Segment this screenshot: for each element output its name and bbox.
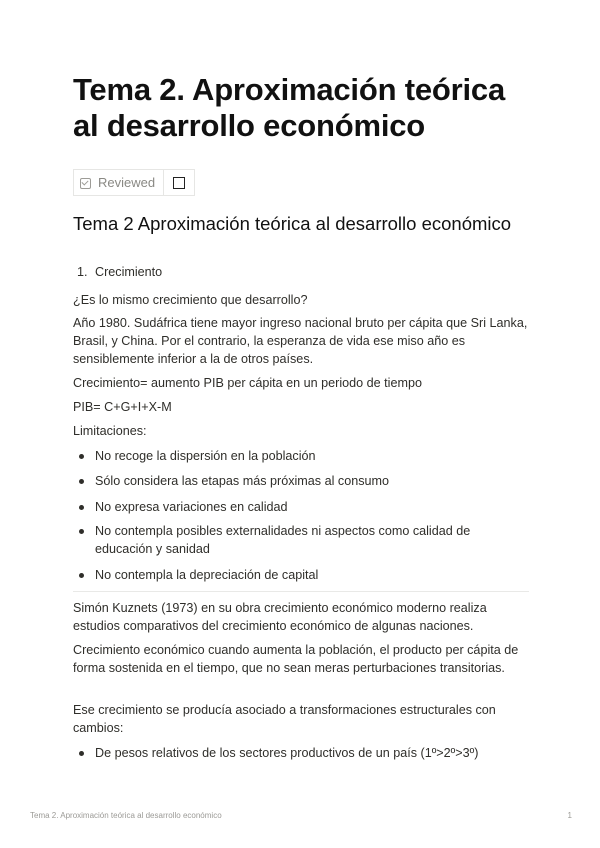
list-item: De pesos relativos de los sectores productivos de un país (1º>2º>3º) <box>95 746 479 760</box>
list-number: 1. <box>77 265 88 279</box>
reviewed-property <box>73 169 195 196</box>
footer-page-number: 1 <box>567 811 572 820</box>
list-item: Crecimiento <box>95 265 163 279</box>
paragraph: Ese crecimiento se producía asociado a transformaciones estructurales con cambios: <box>73 703 496 735</box>
section-heading: Tema 2 Aproximación teórica al desarrollo económico <box>73 213 512 234</box>
page-title: Tema 2. Aproximación teórica al desarrollo económico <box>73 72 505 143</box>
paragraph: Limitaciones: <box>73 424 147 438</box>
reviewed-checkbox[interactable] <box>173 177 185 189</box>
paragraph: Simón Kuznets (1973) en su obra crecimiento económico moderno realiza estudios comparativos del crecimiento económico de algunas naciones. <box>73 601 487 633</box>
bullet-icon <box>79 573 84 578</box>
list-item: Sólo considera las etapas más próximas al consumo <box>95 474 389 488</box>
reviewed-label: Reviewed <box>98 175 156 190</box>
bullet-icon <box>79 454 84 459</box>
paragraph: Año 1980. Sudáfrica tiene mayor ingreso nacional bruto per cápita que Sri Lanka, Brasil, y China. Por el contrario, la esperanza de vida ese miso año es sensiblemente inferior a la de otros países. <box>73 316 528 366</box>
divider <box>73 591 529 592</box>
list-item: No contempla la depreciación de capital <box>95 568 319 582</box>
reviewed-property-label <box>74 170 164 195</box>
footer-title: Tema 2. Aproximación teórica al desarrollo económico <box>30 811 222 820</box>
paragraph: PIB= C+G+I+X-M <box>73 400 172 414</box>
reviewed-property-value <box>164 170 194 195</box>
bullet-icon <box>79 751 84 756</box>
checkbox-property-icon <box>80 178 91 189</box>
paragraph: Crecimiento económico cuando aumenta la población, el producto per cápita de forma sostenida en el tiempo, que no sean meras perturbaciones transitorias. <box>73 643 519 675</box>
list-item: No expresa variaciones en calidad <box>95 500 288 514</box>
list-item: No recoge la dispersión en la población <box>95 449 316 463</box>
bullet-icon <box>79 529 84 534</box>
list-item: No contempla posibles externalidades ni aspectos como calidad de educación y sanidad <box>95 524 471 556</box>
bullet-icon <box>79 505 84 510</box>
bullet-icon <box>79 479 84 484</box>
paragraph: Crecimiento= aumento PIB per cápita en un periodo de tiempo <box>73 376 422 390</box>
paragraph: ¿Es lo mismo crecimiento que desarrollo? <box>73 293 308 307</box>
